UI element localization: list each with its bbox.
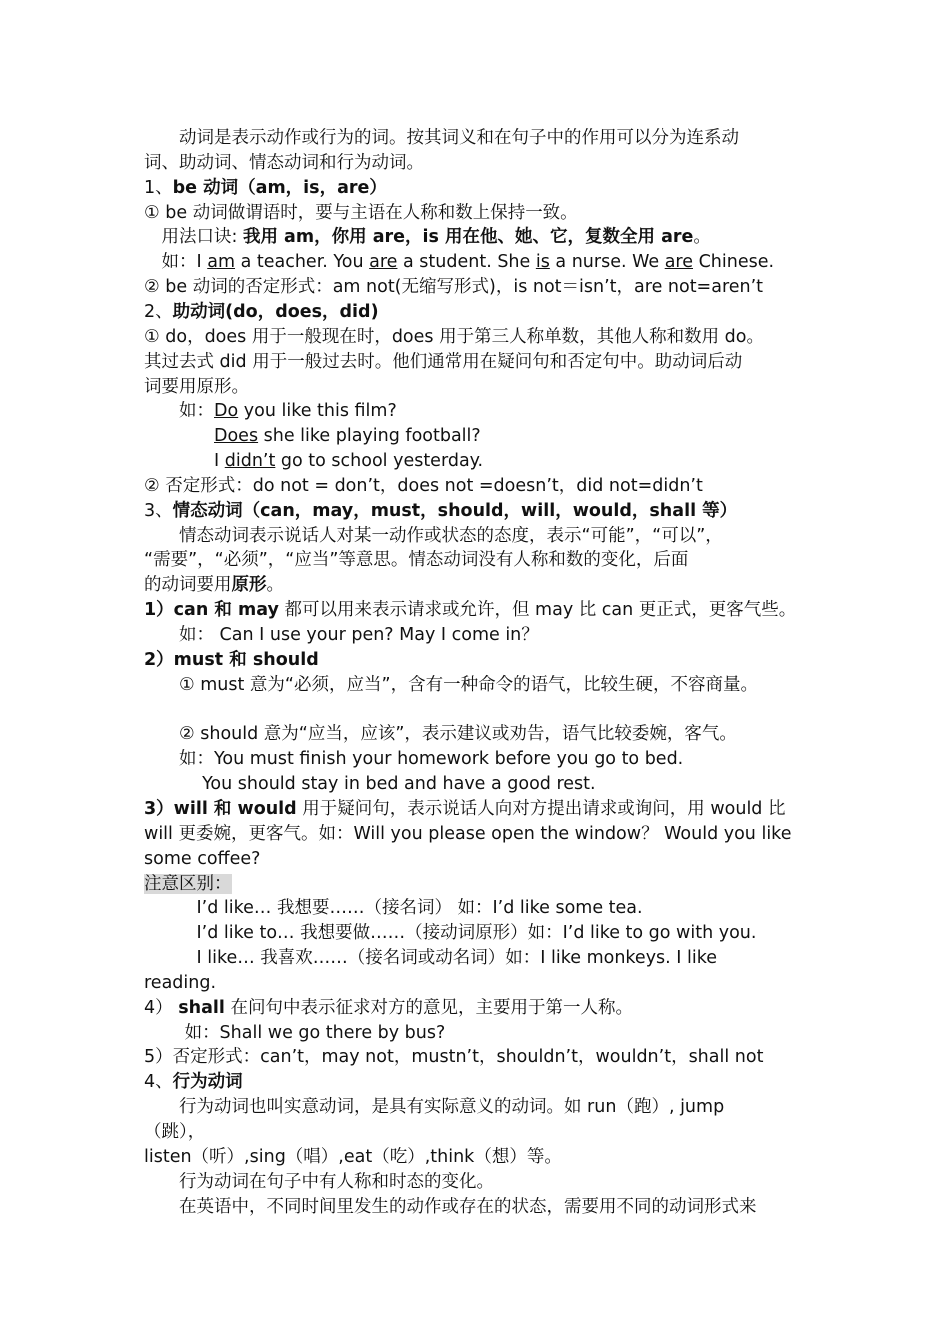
text-line [144,1021,445,1045]
text-line [144,126,739,150]
text-line [144,722,737,746]
text-run: I [144,451,225,471]
underlined-word: is [535,252,550,272]
text-line [144,399,397,423]
text-run: ① be 动词做谓语时，要与主语在人称和数上保持一致。 [144,203,578,223]
text-run: （跳）， [144,1122,206,1142]
bold-text: shall [178,998,225,1018]
text-line [144,946,717,970]
text-run: I’d like to… 我想要做……（接动词原形）如：I’d like to go with you. [144,923,757,943]
text-run: 在英语中，不同时间里发生的动作或存在的状态，需要用不同的动词形式来 [144,1197,757,1217]
text-line [144,772,596,796]
text-line [144,648,319,672]
text-run: 行为动词也叫实意动词，是具有实际意义的动词。如 run（跑）, jump [144,1097,725,1117]
text-run: 情态动词表示说话人对某一动作或状态的态度，表示“可能”，“可以”， [144,526,723,546]
text-run: you like this film? [238,401,397,421]
bold-text: 助动词(do，does，did) [172,302,379,322]
text-run: a nurse. We [549,252,665,272]
text-line [144,1120,205,1144]
bold-text: 情态动词（can，may，must，should，will，would，shall 等） [172,501,738,521]
text-line [144,797,785,821]
text-line [144,225,711,249]
text-line [144,971,216,995]
text-line [144,548,688,572]
text-run: 。 [266,575,284,595]
text-run: 。 [693,227,711,247]
text-run: reading. [144,973,217,993]
text-line [144,896,643,920]
text-line [144,474,703,498]
text-run: 1、 [144,178,173,198]
text-run: ② should 意为“应当，应该”，表示建议或劝告，语气比较委婉，客气。 [144,724,737,744]
bold-text: 行为动词 [172,1072,243,1092]
text-line [144,350,742,374]
text-line [144,449,483,473]
text-line [144,250,774,274]
text-run: 其过去式 did 用于一般过去时。他们通常用在疑问句和否定句中。助动词后动 [144,352,743,372]
bold-text: 原形 [231,575,267,595]
text-line [144,176,387,200]
text-line [144,375,249,399]
text-run [144,426,214,446]
text-run: 如：Shall we go there by bus? [144,1023,446,1043]
text-line [144,325,764,349]
text-line [144,822,791,846]
text-line [144,1070,243,1094]
text-run: I like… 我喜欢……（接名词或动名词）如：I like monkeys. I like [144,948,718,968]
text-run: You should stay in bed and have a good rest. [144,774,596,794]
text-line [144,201,578,225]
text-run: 如： [144,401,214,421]
text-run: 5）否定形式：can’t，may not，mustn’t，shouldn’t，wouldn’t，shall not [144,1047,764,1067]
underlined-word: are [369,252,398,272]
text-run: 都可以用来表示请求或允许，但 may 比 can 更正式，更客气些。 [278,600,797,620]
text-run: 如：You must finish your homework before you go to bed. [144,749,684,769]
text-run: 词、助动词、情态动词和行为动词。 [144,153,424,173]
text-run: 词要用原形。 [144,377,249,397]
text-line [144,275,763,299]
bold-text: 3）will 和 would [144,799,297,819]
text-line [144,747,683,771]
text-line [144,996,633,1020]
text-line [144,300,379,324]
text-run: ① do，does 用于一般现在时，does 用于第三人称单数，其他人称和数用 do。 [144,327,764,347]
text-line [144,524,723,548]
text-line [144,598,796,622]
text-line [144,921,756,945]
text-run: some coffee? [144,849,261,869]
text-run: 动词是表示动作或行为的词。按其词义和在句子中的作用可以分为连系动 [144,128,739,148]
text-line [144,499,737,523]
text-run: 用法口诀: [144,227,243,247]
text-run: “需要”，“必须”，“应当”等意思。情态动词没有人称和数的变化，后面 [144,550,689,570]
text-line [144,1045,763,1069]
text-run: she like playing football? [258,426,481,446]
underlined-word: Does [214,426,259,446]
text-line [144,673,758,697]
text-run: listen（听）,sing（唱）,eat（吃）,think（想）等。 [144,1147,562,1167]
text-line [144,872,232,896]
text-line [144,1145,562,1169]
text-run: 4、 [144,1072,173,1092]
bold-text: be 动词（am，is，are） [172,178,387,198]
text-run: go to school yesterday. [275,451,484,471]
text-run: ② 否定形式：do not = don’t，does not =doesn’t，did not=didn’t [144,476,703,496]
text-run: 行为动词在句子中有人称和时态的变化。 [144,1172,494,1192]
text-run: 用于疑问句，表示说话人向对方提出请求或询问，用 would 比 [296,799,786,819]
text-run: 如： Can I use your pen? May I come in？ [144,625,539,645]
underlined-word: are [664,252,693,272]
text-run: ① must 意为“必须，应当”，含有一种命令的语气，比较生硬，不容商量。 [144,675,759,695]
bold-text: 2）must 和 should [144,650,319,670]
text-run: I’d like… 我想要……（接名词） 如：I’d like some tea. [144,898,643,918]
text-line [144,847,260,871]
text-line [144,151,424,175]
highlighted-text: 注意区别： [144,874,232,894]
text-run: 如：I [144,252,208,272]
text-line [144,424,481,448]
text-run: 3、 [144,501,173,521]
underlined-word: Do [214,401,239,421]
text-run: ② be 动词的否定形式：am not(无缩写形式)，is not＝isn’t，are not=aren’t [144,277,764,297]
text-run: 2、 [144,302,173,322]
text-line [144,1095,724,1119]
bold-text: 1）can 和 may [144,600,279,620]
bold-text: 我用 am，你用 are，is 用在他、她、它，复数全用 are [242,227,694,247]
underlined-word: didn’t [224,451,276,471]
text-line [144,623,539,647]
text-run: 4） [144,998,179,1018]
text-run: Chinese. [693,252,775,272]
text-run: a teacher. You [235,252,370,272]
text-run: will 更委婉，更客气。如：Will you please open the window？ Would you like [144,824,792,844]
text-run: 在问句中表示征求对方的意见，主要用于第一人称。 [224,998,633,1018]
text-line [144,1170,494,1194]
text-run: a student. She [397,252,536,272]
text-line [144,1195,757,1219]
underlined-word: am [207,252,236,272]
text-run: 的动词要用 [144,575,232,595]
text-line [144,573,284,597]
